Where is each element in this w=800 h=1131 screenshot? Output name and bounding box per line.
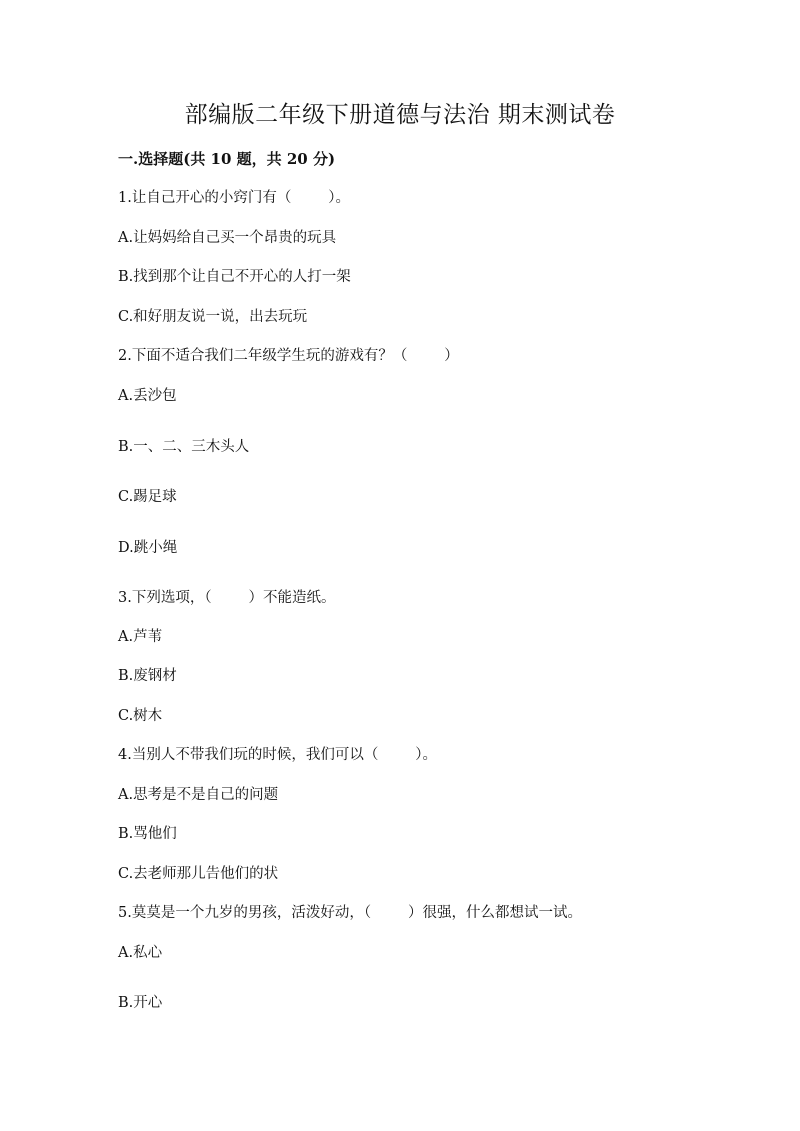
question-1-option-b: B.找到那个让自己不开心的人打一架 <box>118 269 351 285</box>
question-3-option-b: B.废钢材 <box>118 668 177 684</box>
question-5-option-b: B.开心 <box>118 995 163 1011</box>
question-2-option-c: C.踢足球 <box>118 489 177 505</box>
question-1-option-c: C.和好朋友说一说，出去玩玩 <box>118 309 308 325</box>
question-3-option-c: C.树木 <box>118 708 163 724</box>
question-4-option-c: C.去老师那儿告他们的状 <box>118 866 279 882</box>
question-3-option-a: A.芦苇 <box>118 629 163 645</box>
question-5-stem: 5.莫莫是一个九岁的男孩，活泼好动，（ ）很强，什么都想试一试。 <box>118 905 582 921</box>
question-2-option-b: B.一、二、三木头人 <box>118 439 250 455</box>
question-4-option-a: A.思考是不是自己的问题 <box>118 787 279 803</box>
question-4-option-b: B.骂他们 <box>118 826 177 842</box>
question-2-option-d: D.跳小绳 <box>118 540 178 556</box>
question-3-stem: 3.下列选项，（ ）不能造纸。 <box>118 590 336 606</box>
question-1-stem: 1.让自己开心的小窍门有（ ）。 <box>118 190 350 206</box>
section-heading: 一.选择题(共 10 题，共 20 分) <box>118 150 336 168</box>
question-2-stem: 2.下面不适合我们二年级学生玩的游戏有？（ ） <box>118 348 459 364</box>
question-2-option-a: A.丢沙包 <box>118 388 177 404</box>
question-1-option-a: A.让妈妈给自己买一个昂贵的玩具 <box>118 230 337 246</box>
question-5-option-a: A.私心 <box>118 945 163 961</box>
question-4-stem: 4.当别人不带我们玩的时候，我们可以（ ）。 <box>118 747 437 763</box>
exam-title: 部编版二年级下册道德与法治 期末测试卷 <box>184 102 616 128</box>
